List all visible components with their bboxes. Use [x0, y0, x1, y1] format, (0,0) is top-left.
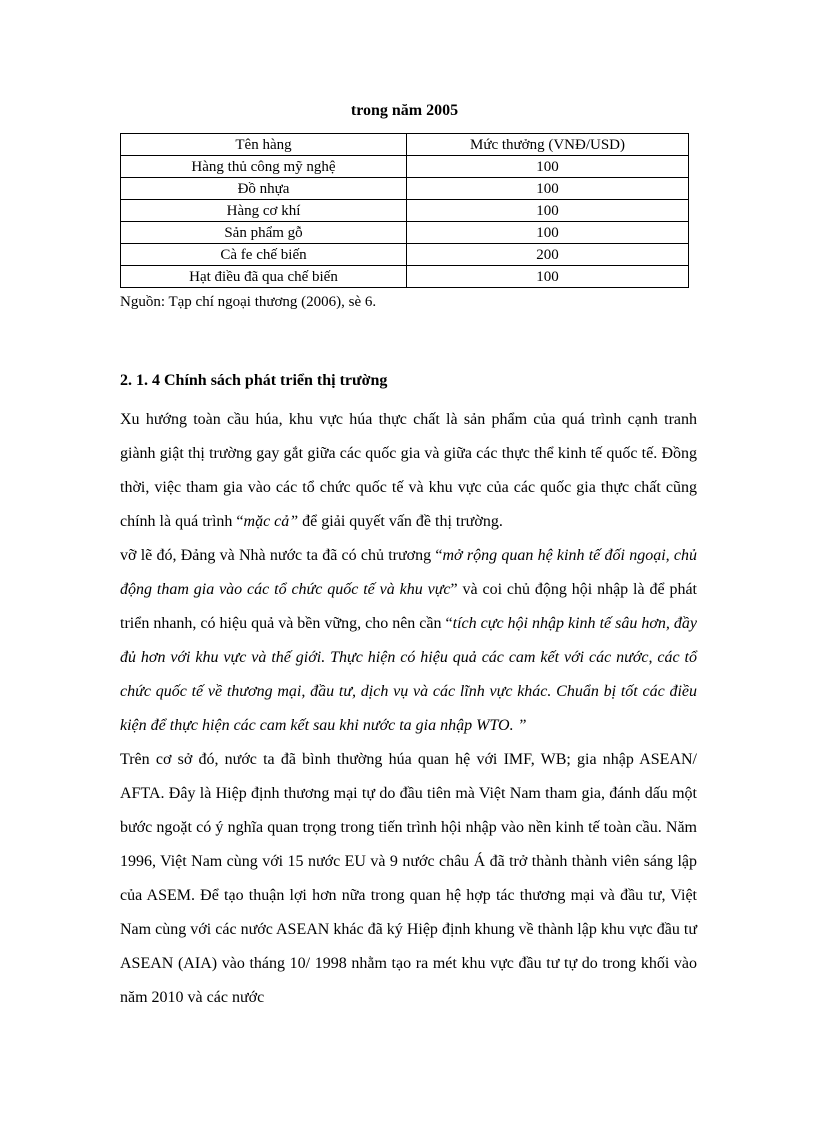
row-product-name: Hạt điều đã qua chế biến — [121, 266, 407, 288]
paragraph-text: ” và coi chủ động hội nhập là để phát triển nhanh, có hiệu quả và bền vững, cho nên cần “ — [120, 581, 697, 632]
paragraph-text: vỡ lẽ đó, Đảng và Nhà nước ta đã có chủ trương “ — [120, 547, 443, 564]
paragraph-text: Xu hướng toàn cầu húa, khu vực húa thực chất là sản phẩm của quá trình cạnh tranh giành giật thị trường gay gắt giữa các quốc gia và giữa các thực thể kinh tế quốc tế. Đồng thời, việc tham gia vào các tổ chức quốc tế và khu vực của các quốc gia thực chất cũng chính là quá trình “ — [120, 411, 697, 530]
row-product-name: Hàng thủ công mỹ nghệ — [121, 156, 407, 178]
table-row — [121, 178, 689, 200]
row-reward-value: 100 — [407, 200, 689, 222]
table-row — [121, 244, 689, 266]
reward-table — [120, 133, 689, 288]
row-product-name: Cà fe chế biến — [121, 244, 407, 266]
row-reward-value: 100 — [407, 156, 689, 178]
table-header-row — [121, 134, 689, 156]
table-row — [121, 156, 689, 178]
paragraph-party-policy — [120, 539, 697, 743]
table-source-note: Nguồn: Tạp chí ngoại thương (2006), sè 6. — [120, 294, 377, 310]
table-caption: trong năm 2005 — [350, 102, 459, 119]
table-row — [121, 200, 689, 222]
quoted-text: tích cực hội nhập kinh tế sâu hơn, đầy đủ hơn với khu vực và thế giới. Thực hiện có hiệu quả các cam kết với các nước, các tổ chức quốc tế về thương mại, đầu tư, dịch vụ và các lĩnh vực khác. Chuẩn bị tốt các điều kiện để thực hiện các cam kết sau khi nước ta gia nhập WTO. ” — [120, 615, 697, 734]
row-product-name: Đồ nhựa — [121, 178, 407, 200]
row-reward-value: 100 — [407, 178, 689, 200]
paragraph-integration: Trên cơ sở đó, nước ta đã bình thường húa quan hệ với IMF, WB; gia nhập ASEAN/ AFTA. Đây là Hiệp định thương mại tự do đầu tiên mà Việt Nam tham gia, đánh dấu một bước ngoặt có ý nghĩa quan trọng trong tiến trình hội nhập vào nền kinh tế toàn cầu. Năm 1996, Việt Nam cùng với 15 nước EU và 9 nước châu Á đã trở thành thành viên sáng lập của ASEM. Để tạo thuận lợi hơn nữa trong quan hệ hợp tác thương mại và đầu tư, Việt Nam cùng với các nước ASEAN khác đã ký Hiệp định khung về thành lập khu vực đầu tư ASEAN (AIA) vào tháng 10/ 1998 nhằm tạo ra mét khu vực đầu tư tự do trong khối vào năm 2010 và các nước — [120, 751, 697, 1006]
section-body — [120, 403, 697, 1015]
row-reward-value: 200 — [407, 244, 689, 266]
table-row — [121, 266, 689, 288]
paragraph-globalization — [120, 403, 697, 539]
row-reward-value: 100 — [407, 266, 689, 288]
row-product-name: Hàng cơ khí — [121, 200, 407, 222]
row-product-name: Sản phẩm gỗ — [121, 222, 407, 244]
quoted-text: mặc cả” — [243, 513, 299, 530]
table-row — [121, 222, 689, 244]
row-reward-value: 100 — [407, 222, 689, 244]
header-product-name: Tên hàng — [121, 134, 407, 156]
paragraph-text: để giải quyết vấn đề thị trường. — [298, 513, 503, 530]
header-reward-level: Mức thưởng (VNĐ/USD) — [407, 134, 689, 156]
quoted-text: mở rộng quan hệ kinh tế đối ngoại, chủ động tham gia vào các tổ chức quốc tế và khu vực — [120, 547, 697, 598]
section-heading: 2. 1. 4 Chính sách phát triển thị trường — [120, 372, 388, 389]
